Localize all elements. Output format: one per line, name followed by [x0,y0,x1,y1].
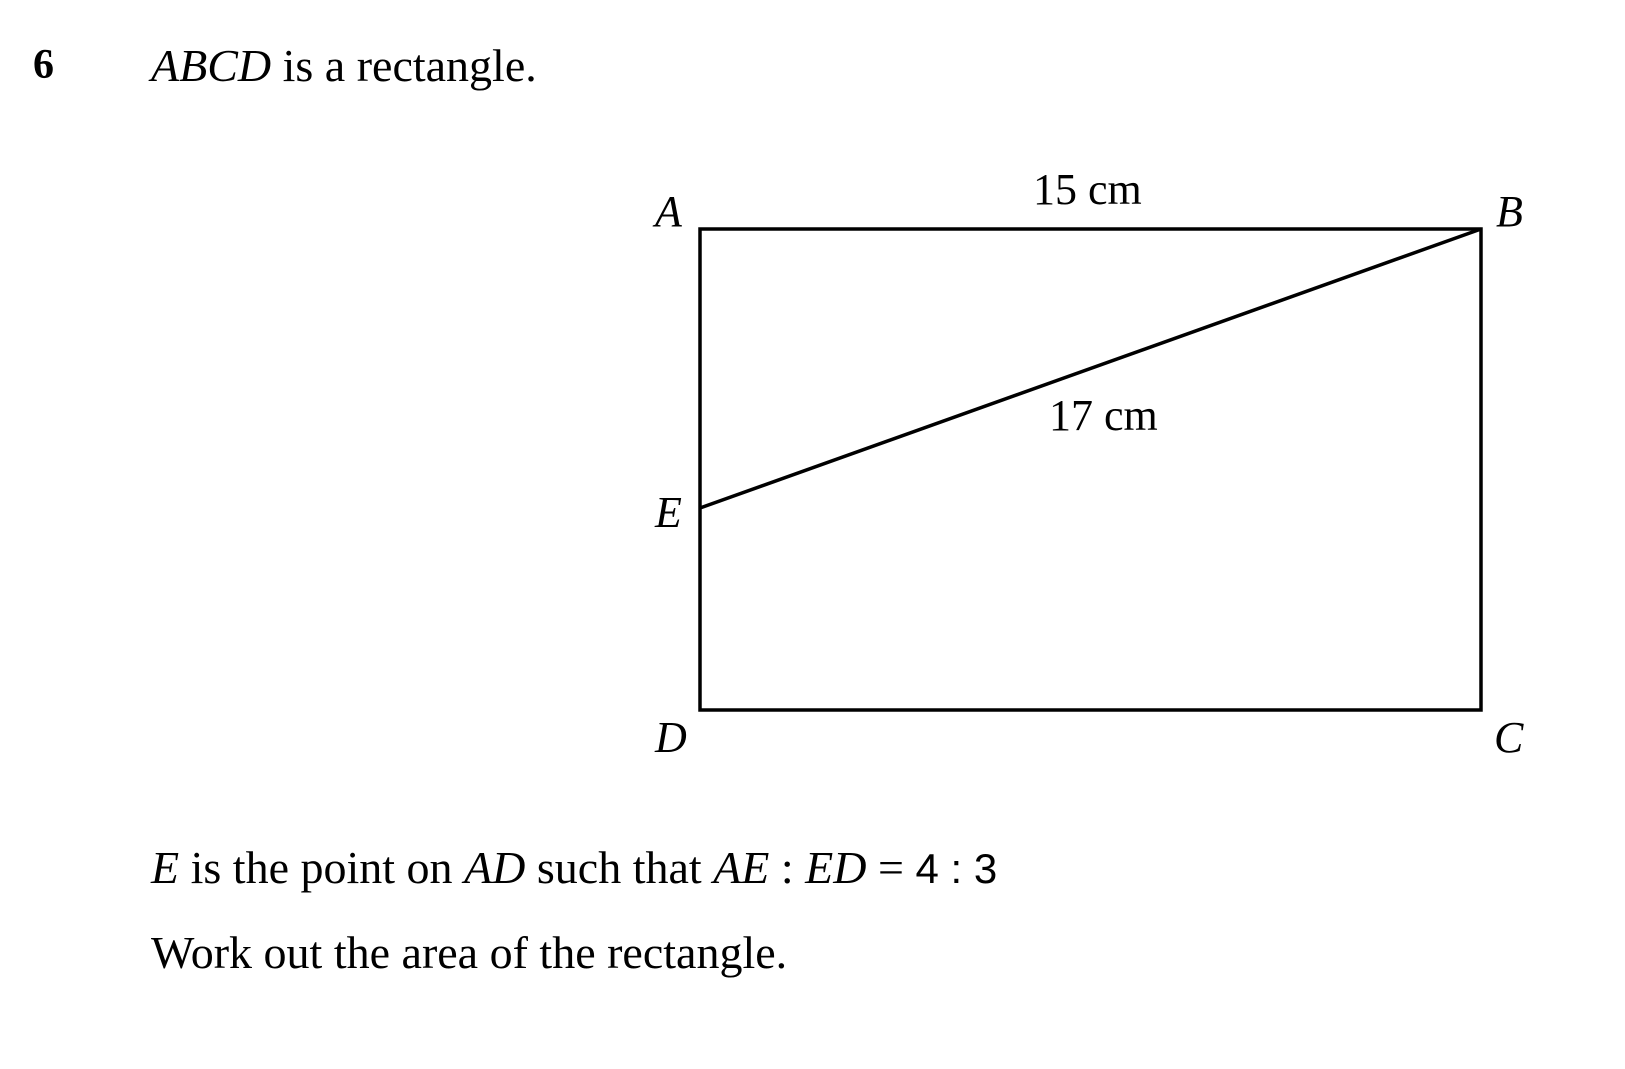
segment-ad: AD [464,842,526,893]
ratio-ed: ED [805,842,867,893]
shape-name: ABCD [151,40,272,91]
vertex-label-c: C [1494,713,1524,762]
question-task: Work out the area of the rectangle. [151,927,788,978]
rectangle-abcd [700,229,1481,710]
length-label-ab: 15 cm [1033,165,1142,214]
question-number: 6 [33,42,54,88]
vertex-label-d: D [655,713,687,762]
ratio-colon: : [769,842,806,893]
point-e: E [151,842,180,893]
length-label-eb: 17 cm [1049,391,1158,440]
question-condition [151,840,997,897]
segment-eb [700,229,1481,508]
ratio-ae: AE [713,842,770,893]
ratio-values: 4 : 3 [915,845,998,892]
condition-text-2: such that [525,842,714,893]
condition-text-1: is the point on [179,842,465,893]
intro-text: is a rectangle. [271,40,537,91]
ratio-equals: = [866,842,916,893]
vertex-label-e: E [655,488,682,537]
vertex-label-a: A [655,187,682,236]
vertex-label-b: B [1496,187,1523,236]
